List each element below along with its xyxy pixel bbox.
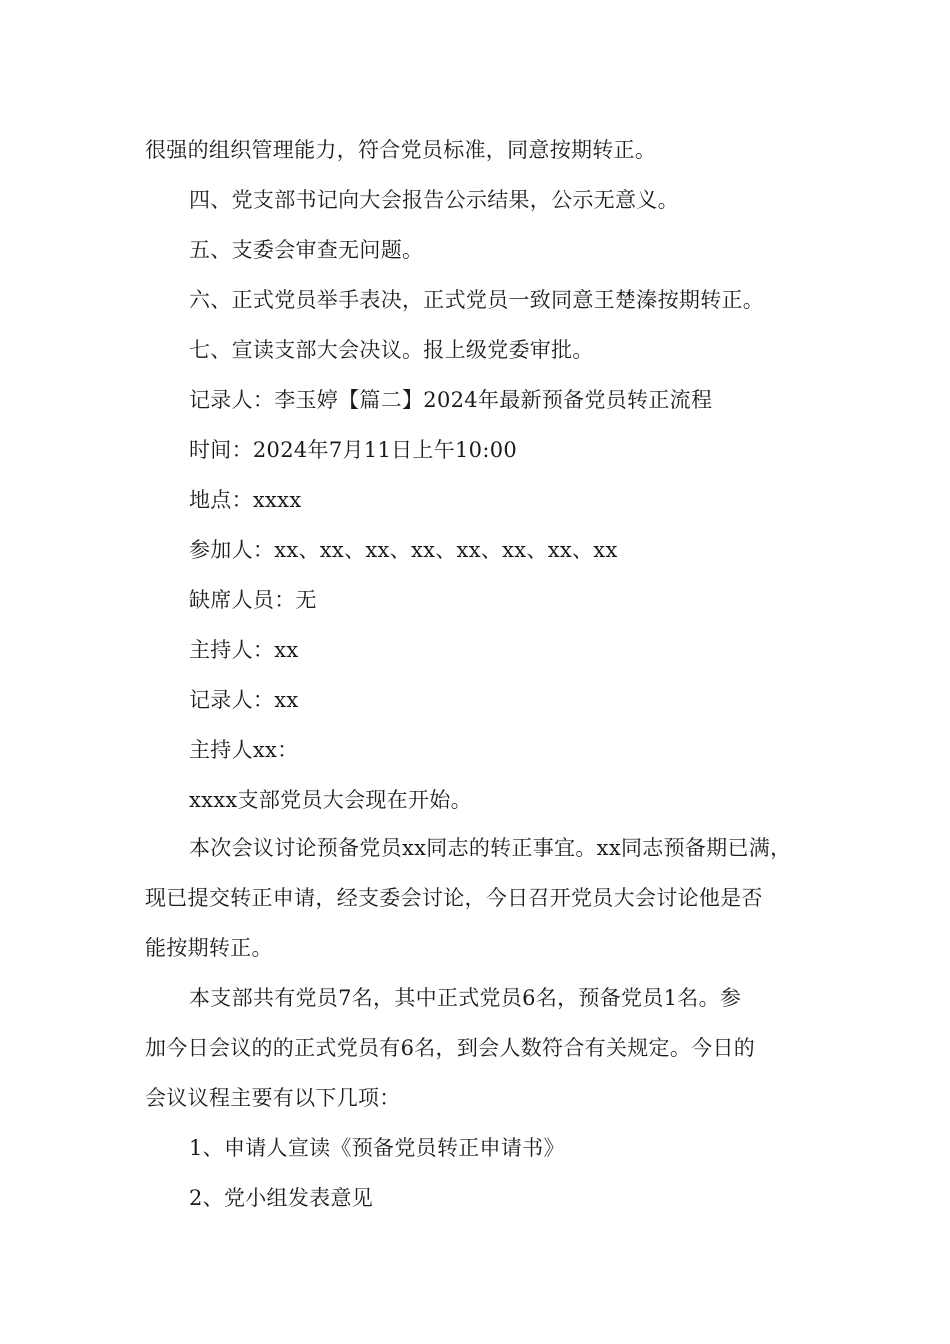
text-line: 记录人：xx	[189, 688, 299, 712]
text-line: 五、支委会审查无问题。	[189, 238, 424, 262]
text-line: 现已提交转正申请，经支委会讨论，今日召开党员大会讨论他是否	[145, 886, 763, 910]
text-line: 主持人xx：	[189, 738, 299, 762]
text-line: 本支部共有党员7名，其中正式党员6名，预备党员1名。参	[189, 986, 742, 1010]
text-line: 四、党支部书记向大会报告公示结果，公示无意义。	[189, 188, 679, 212]
text-line: 加今日会议的的正式党员有6名，到会人数符合有关规定。今日的	[145, 1036, 756, 1060]
text-line: 缺席人员：无	[189, 588, 317, 612]
text-line: 1、申请人宣读《预备党员转正申请书》	[189, 1136, 565, 1160]
text-line: 会议议程主要有以下几项：	[145, 1086, 401, 1110]
text-line: 2、党小组发表意见	[189, 1186, 374, 1210]
text-line: 七、宣读支部大会决议。报上级党委审批。	[189, 338, 594, 362]
text-line: 时间：2024年7月11日上午10:00	[189, 438, 518, 462]
text-line: 很强的组织管理能力，符合党员标准，同意按期转正。	[145, 138, 657, 162]
text-line: 本次会议讨论预备党员xx同志的转正事宜。xx同志预备期已满，	[189, 836, 792, 860]
text-line: 参加人：xx、xx、xx、xx、xx、xx、xx、xx	[189, 538, 618, 562]
text-line: 六、正式党员举手表决，正式党员一致同意王楚溱按期转正。	[189, 288, 765, 312]
text-line: 地点：xxxx	[189, 488, 302, 512]
text-line: 记录人：李玉婷【篇二】2024年最新预备党员转正流程	[189, 388, 713, 412]
text-line: 能按期转正。	[145, 936, 273, 960]
text-line: xxxx支部党员大会现在开始。	[189, 788, 472, 812]
text-line: 主持人：xx	[189, 638, 299, 662]
